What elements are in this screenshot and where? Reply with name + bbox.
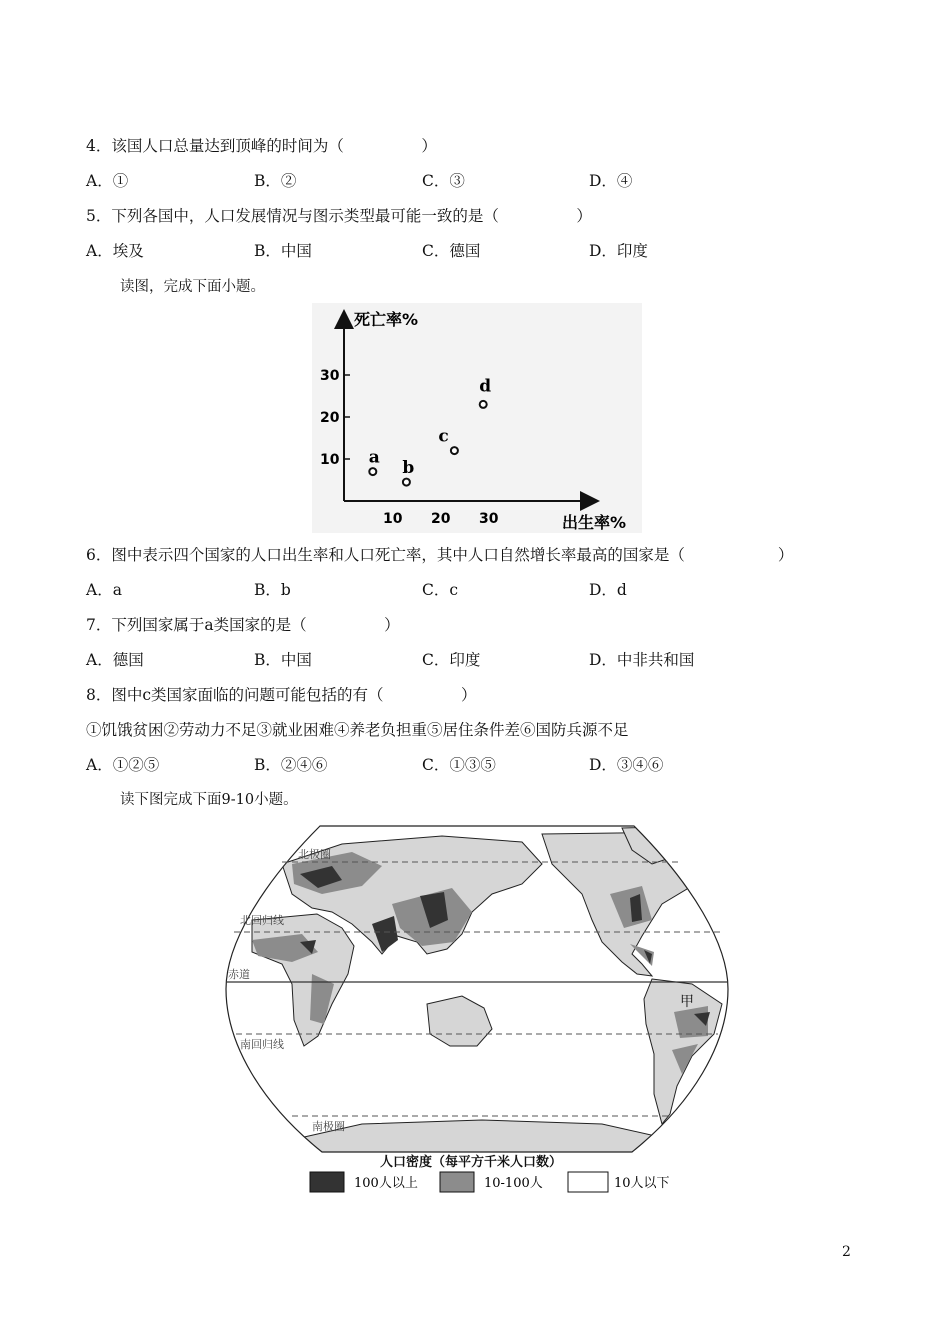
q7-option-b: B．中国	[254, 651, 312, 669]
q8-stem: 8．图中c类国家面临的问题可能包括的有（ ）	[86, 686, 477, 704]
x-tick-label-20: 20	[431, 511, 451, 527]
q8-option-d: D．③④⑥	[589, 756, 664, 774]
q7-stem: 7．下列国家属于a类国家的是（ ）	[86, 616, 400, 634]
legend-label-medium: 10-100人	[484, 1176, 543, 1191]
arctic-circle-label: 北极圈	[298, 848, 331, 861]
q6-option-c: C．c	[422, 581, 459, 599]
q4-option-b: B．②	[254, 172, 297, 190]
q5-option-b: B．中国	[254, 242, 312, 260]
legend-label-low: 10人以下	[614, 1176, 670, 1191]
x-tick-label-30: 30	[479, 511, 499, 527]
point-label-a: a	[368, 447, 380, 468]
q5-option-d: D．印度	[589, 242, 648, 260]
q8-option-b: B．②④⑥	[254, 756, 328, 774]
legend-title: 人口密度（每平方千米人口数）	[380, 1155, 563, 1170]
equator-label: 赤道	[228, 968, 250, 981]
q8-option-c: C．①③⑤	[422, 756, 496, 774]
q6-stem: 6．图中表示四个国家的人口出生率和人口死亡率，其中人口自然增长率最高的国家是（ ）	[86, 546, 794, 564]
point-d	[480, 401, 487, 408]
world-population-density-map	[222, 824, 732, 1199]
q4-option-a: A．①	[86, 172, 129, 190]
q5-stem: 5．下列各国中，人口发展情况与图示类型最可能一致的是（ ）	[86, 207, 592, 225]
x-axis-label: 出生率%	[562, 513, 627, 532]
q5-option-a: A．埃及	[86, 242, 144, 260]
y-tick-label-10: 10	[320, 452, 340, 468]
antarctic-circle-label: 南极圈	[312, 1120, 345, 1133]
point-label-c: c	[438, 426, 449, 447]
q4-option-d: D．④	[589, 172, 633, 190]
x-tick-label-10: 10	[383, 511, 403, 527]
page-number: 2	[842, 1244, 851, 1260]
q7-option-c: C．印度	[422, 651, 481, 669]
birth-death-rate-chart	[312, 303, 642, 533]
tropic-of-capricorn-label: 南回归线	[240, 1038, 284, 1051]
q8-option-a: A．①②⑤	[86, 756, 160, 774]
legend-label-high: 100人以上	[354, 1176, 418, 1191]
point-c	[451, 447, 458, 454]
legend-swatch-medium	[440, 1172, 474, 1192]
y-tick-label-20: 20	[320, 410, 340, 426]
intro-read-map: 读下图完成下面9-10小题。	[120, 792, 298, 808]
q5-option-c: C．德国	[422, 242, 481, 260]
point-label-d: d	[479, 376, 492, 397]
q7-option-a: A．德国	[86, 651, 144, 669]
q8-items: ①饥饿贫困②劳动力不足③就业困难④养老负担重⑤居住条件差⑥国防兵源不足	[86, 721, 629, 739]
q6-option-a: A．a	[86, 581, 122, 599]
legend-swatch-low	[568, 1172, 608, 1192]
point-label-b: b	[402, 458, 415, 479]
q4-stem: 4．该国人口总量达到顶峰的时间为（ ）	[86, 137, 437, 155]
y-axis-label: 死亡率%	[354, 310, 419, 329]
q6-option-d: D．d	[589, 581, 627, 599]
tropic-of-cancer-label: 北回归线	[240, 914, 284, 927]
q7-option-d: D．中非共和国	[589, 651, 695, 669]
y-tick-label-30: 30	[320, 368, 340, 384]
point-a	[369, 468, 376, 475]
intro-read-chart: 读图，完成下面小题。	[120, 279, 265, 295]
q6-option-b: B．b	[254, 581, 291, 599]
legend-swatch-high	[310, 1172, 344, 1192]
q4-option-c: C．③	[422, 172, 465, 190]
region-jia-label: 甲	[680, 994, 694, 1010]
point-b	[403, 479, 410, 486]
